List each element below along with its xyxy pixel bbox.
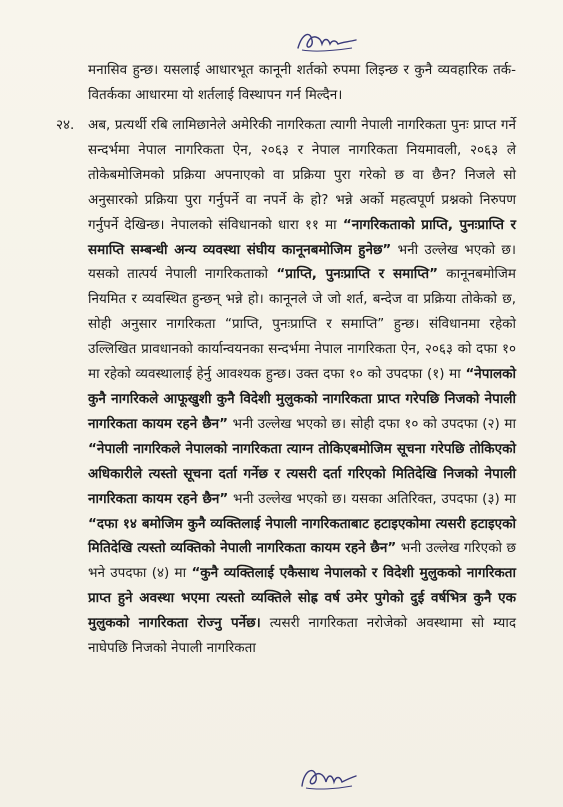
handwritten-signature-bottom: [294, 760, 364, 794]
paragraph-24-body: [88, 113, 516, 661]
body-text-segment: भनी उल्लेख भएको छ। यसका अतिरिक्त, उपदफा (३) मा: [228, 490, 516, 507]
quoted-law-text: “दफा १४ बमोजिम कुनै व्यक्तिलाई नेपाली नागरिकताबाट हटाइएकोमा त्यसरी हटाइएको मितिदेखि त्यस्तो व्यक्तिको नेपाली नागरिकता कायम रहने छैन”: [88, 515, 516, 557]
body-text-segment: त्यसरी नागरिकता नरोजेको अवस्थामा सो म्याद नाघेपछि निजको नेपाली नागरिकता: [88, 615, 516, 657]
quoted-law-text: “कुनै व्यक्तिलाई एकैसाथ नेपालको र विदेशी मुलुकको नागरिकता प्राप्त हुने अवस्था भएमा त्यस्तो व्यक्तिले सोह्र वर्ष उमेर पुगेको दुई वर्षभित्र कुनै एक मुलुकको नागरिकता रोज्नु पर्नेछ।: [88, 565, 516, 632]
body-text-segment: भनी उल्लेख गरिएको छ भने उपदफा (४) मा: [88, 540, 516, 582]
paragraph-number: २४.: [56, 117, 75, 133]
quoted-law-text: “नागरिकताको प्राप्ति, पुनःप्राप्ति र समाप्ति सम्बन्धी अन्य व्यवस्था संघीय कानूनबमोजिम हुनेछ”: [88, 216, 516, 258]
quoted-law-text: “नेपालको कुनै नागरिकले आफूखुशी कुनै विदेशी मुलुकको नागरिकता प्राप्त गरेपछि निजको नेपाली नागरिकता कायम रहने छैन”: [88, 366, 516, 432]
body-text-segment: भनी उल्लेख भएको छ। यसको तात्पर्य नेपाली नागरिकताको: [88, 241, 516, 283]
quoted-law-text: “प्राप्ति, पुनःप्राप्ति र समाप्ति”: [276, 266, 438, 283]
body-text-segment: अब, प्रत्यर्थी रबि लामिछानेले अमेरिकी नागरिकता त्यागी नेपाली नागरिकता पुनः प्राप्त गर्ने सन्दर्भमा नेपाल नागरिकता ऐन, २०६३ र नेपाल नागरिकता नियमावली, २०६३ ले तोकेबमोजिमको प्रक्रिया अपनाएको वा प्रक्रिया पुरा गरेको छ वा छैन? निजले सो अनुसारको प्रक्रिया पुरा गर्नुपर्ने वा नपर्ने के हो? भन्ने अर्को महत्वपूर्ण प्रश्नको निरुपण गर्नुपर्ने देखिन्छ। नेपालको संविधानको धारा ११ मा: [88, 117, 516, 233]
paragraph-intro: मनासिव हुन्छ। यसलाई आधारभूत कानूनी शर्तको रुपमा लिइन्छ र कुनै व्यवहारिक तर्क-वितर्कका आधारमा यो शर्तलाई विस्थापन गर्न मिल्दैन।: [88, 62, 516, 103]
handwritten-signature-top: [292, 26, 362, 56]
body-text-segment: कानूनबमोजिम नियमित र व्यवस्थित हुन्छन् भन्ने हो। कानूनले जे जो शर्त, बन्देज वा प्रक्रिया तोकेको छ, सोही अनुसार नागरिकता “प्राप्ति, पुनःप्राप्ति र समाप्ति” हुन्छ। संविधानमा रहेको उल्लिखित प्रावधानको कार्यान्वयनका सन्दर्भमा नेपाल नागरिकता ऐन, २०६३ को दफा १० मा रहेको व्यवस्थालाई हेर्नु आवश्यक हुन्छ। उक्त दफा १० को उपदफा (१) मा: [88, 266, 516, 383]
quoted-law-text: “नेपाली नागरिकले नेपालको नागरिकता त्याग्न तोकिएबमोजिम सूचना गरेपछि तोकिएको अधिकारीले त्यस्तो सूचना दर्ता गर्नेछ र त्यसरी दर्ता गरिएको मितिदेखि निजको नेपाली नागरिकता कायम रहने छैन”: [88, 440, 516, 507]
body-text-segment: भनी उल्लेख भएको छ। सोही दफा १० को उपदफा (२) मा: [228, 415, 516, 432]
